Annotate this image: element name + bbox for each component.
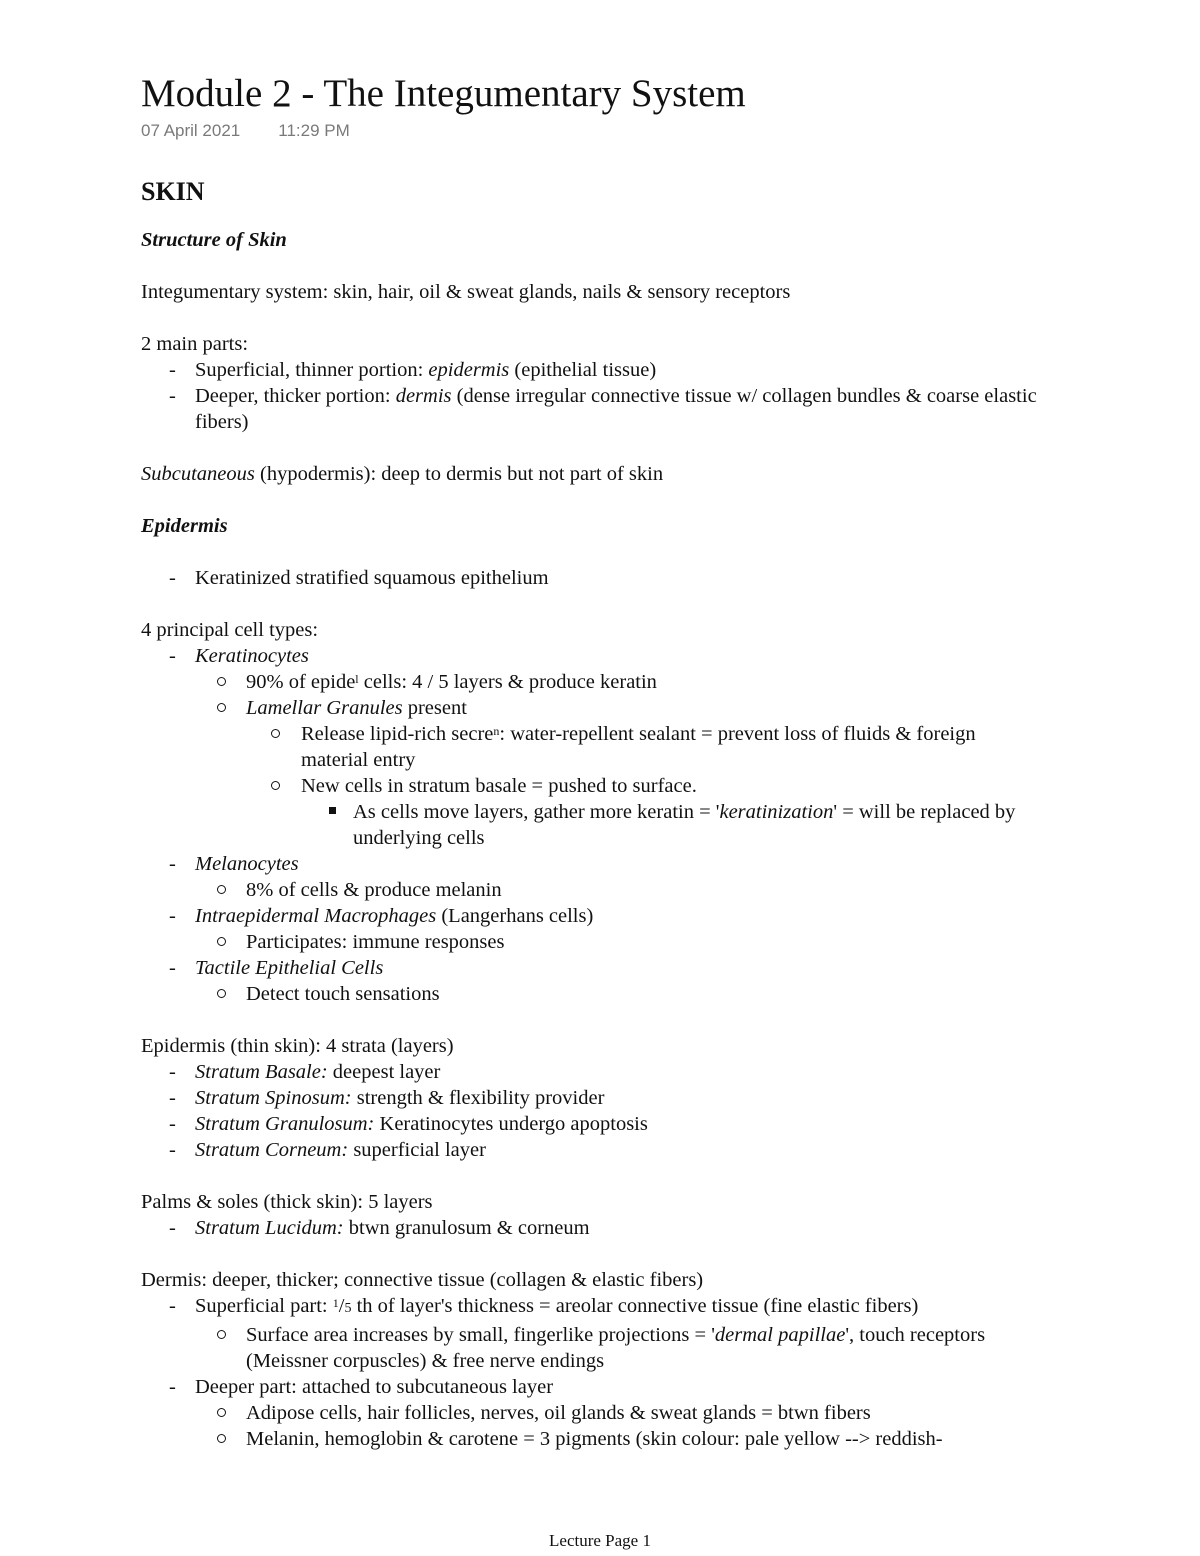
bullet-list bbox=[141, 643, 1041, 1007]
list-item: New cells in stratum basale = pushed to surface. As cells move layers, gather more keratin = 'keratinization' = will be replaced by underlying cells bbox=[246, 773, 1041, 851]
list-item: Surface area increases by small, fingerlike projections = 'dermal papillae', touch receptors (Meissner corpuscles) & free nerve endings bbox=[195, 1322, 1041, 1374]
paragraph: Dermis: deeper, thicker; connective tissue (collagen & elastic fibers) bbox=[141, 1269, 704, 1291]
subsection-heading: Epidermis bbox=[141, 515, 228, 537]
list-item: Release lipid-rich secre$^n$: water-repellent sealant = prevent loss of fluids & foreign material entry bbox=[246, 721, 1041, 773]
paragraph: 4 principal cell types: bbox=[141, 619, 319, 641]
list-item: 8% of cells & produce melanin bbox=[195, 877, 1041, 903]
paragraph: Subcutaneous (hypodermis): deep to dermis but not part of skin bbox=[141, 463, 664, 485]
list-item: - Deeper, thicker portion: dermis (dense irregular connective tissue w/ collagen bundles & coarse elastic fibers) bbox=[169, 385, 1037, 433]
paragraph: Epidermis (thin skin): 4 strata (layers) bbox=[141, 1035, 454, 1057]
list-item: - Melanocytes 8% of cells & produce melanin bbox=[141, 851, 1041, 903]
list-item: - Superficial, thinner portion: epidermis (epithelial tissue) bbox=[169, 359, 657, 381]
list-item: - Keratinized stratified squamous epithelium bbox=[169, 567, 549, 589]
paragraph: 2 main parts: bbox=[141, 333, 249, 355]
bullet-list bbox=[141, 357, 1041, 435]
note-time: 11:29 PM bbox=[278, 121, 350, 140]
subsection-heading: Structure of Skin bbox=[141, 229, 287, 251]
paragraph: Integumentary system: skin, hair, oil & sweat glands, nails & sensory receptors bbox=[141, 281, 791, 303]
list-item: - Tactile Epithelial Cells Detect touch sensations bbox=[141, 955, 1041, 1007]
list-item: - Intraepidermal Macrophages (Langerhans cells) Participates: immune responses bbox=[141, 903, 1041, 955]
list-item: - Stratum Spinosum: strength & flexibility provider bbox=[169, 1087, 605, 1109]
list-item: Adipose cells, hair follicles, nerves, oil glands & sweat glands = btwn fibers bbox=[195, 1400, 1041, 1426]
bullet-list bbox=[141, 565, 1041, 591]
list-item: Melanin, hemoglobin & carotene = 3 pigments (skin colour: pale yellow --> reddish- bbox=[195, 1426, 1041, 1452]
note-date: 07 April 2021 bbox=[141, 121, 241, 140]
list-item: - Superficial part: $^1$/5 th of layer's thickness = areolar connective tissue (fine elastic fibers) Surface area increases by small, fingerlike projections = 'dermal papillae', touch receptors (Meissner corpuscles) & free nerve endings bbox=[141, 1293, 1041, 1374]
list-item: - Stratum Granulosum: Keratinocytes undergo apoptosis bbox=[169, 1113, 648, 1135]
bullet-list bbox=[141, 1215, 1041, 1241]
paragraph: Palms & soles (thick skin): 5 layers bbox=[141, 1191, 433, 1213]
list-item: - Stratum Lucidum: btwn granulosum & corneum bbox=[169, 1217, 590, 1239]
section-heading: SKIN bbox=[141, 177, 205, 206]
list-item: As cells move layers, gather more keratin = 'keratinization' = will be replaced by underlying cells bbox=[301, 799, 1041, 851]
bullet-list bbox=[141, 1059, 1041, 1163]
list-item: Participates: immune responses bbox=[195, 929, 1041, 955]
list-item: - Stratum Basale: deepest layer bbox=[169, 1061, 441, 1083]
list-item: Detect touch sensations bbox=[195, 981, 1041, 1007]
list-item: - Deeper part: attached to subcutaneous layer Adipose cells, hair follicles, nerves, oil glands & sweat glands = btwn fibers Melanin, hemoglobin & carotene = 3 pigments (skin colour: pale yellow --> reddish- bbox=[141, 1374, 1041, 1452]
list-item: 90% of epide$^l$ cells: 4 / 5 layers & produce keratin bbox=[195, 669, 1041, 695]
page-footer: Lecture Page 1 bbox=[549, 1531, 651, 1550]
list-item: Lamellar Granules present Release lipid-rich secre$^n$: water-repellent sealant = prevent loss of fluids & foreign material entry New cells in stratum basale = pushed to surface. As cells move layers, gather more keratin = 'keratinization' = will be replaced by underlying cells bbox=[195, 695, 1041, 851]
note-timestamp bbox=[141, 121, 350, 141]
list-item: - Keratinocytes 90% of epide$^l$ cells: 4 / 5 layers & produce keratin Lamellar Granules present Release lipid-rich secre$^n$: water-repellent sealant = prevent loss of fluids & foreign material entry New cells in stratum basale = pushed to surface. As cells move layers, gather more keratin = 'keratinization' = will be replaced by underlying cells bbox=[141, 643, 1041, 851]
list-item: - Stratum Corneum: superficial layer bbox=[169, 1139, 486, 1161]
note-body bbox=[141, 175, 1041, 1452]
bullet-list bbox=[141, 1293, 1041, 1452]
page-title: Module 2 - The Integumentary System bbox=[141, 72, 746, 115]
